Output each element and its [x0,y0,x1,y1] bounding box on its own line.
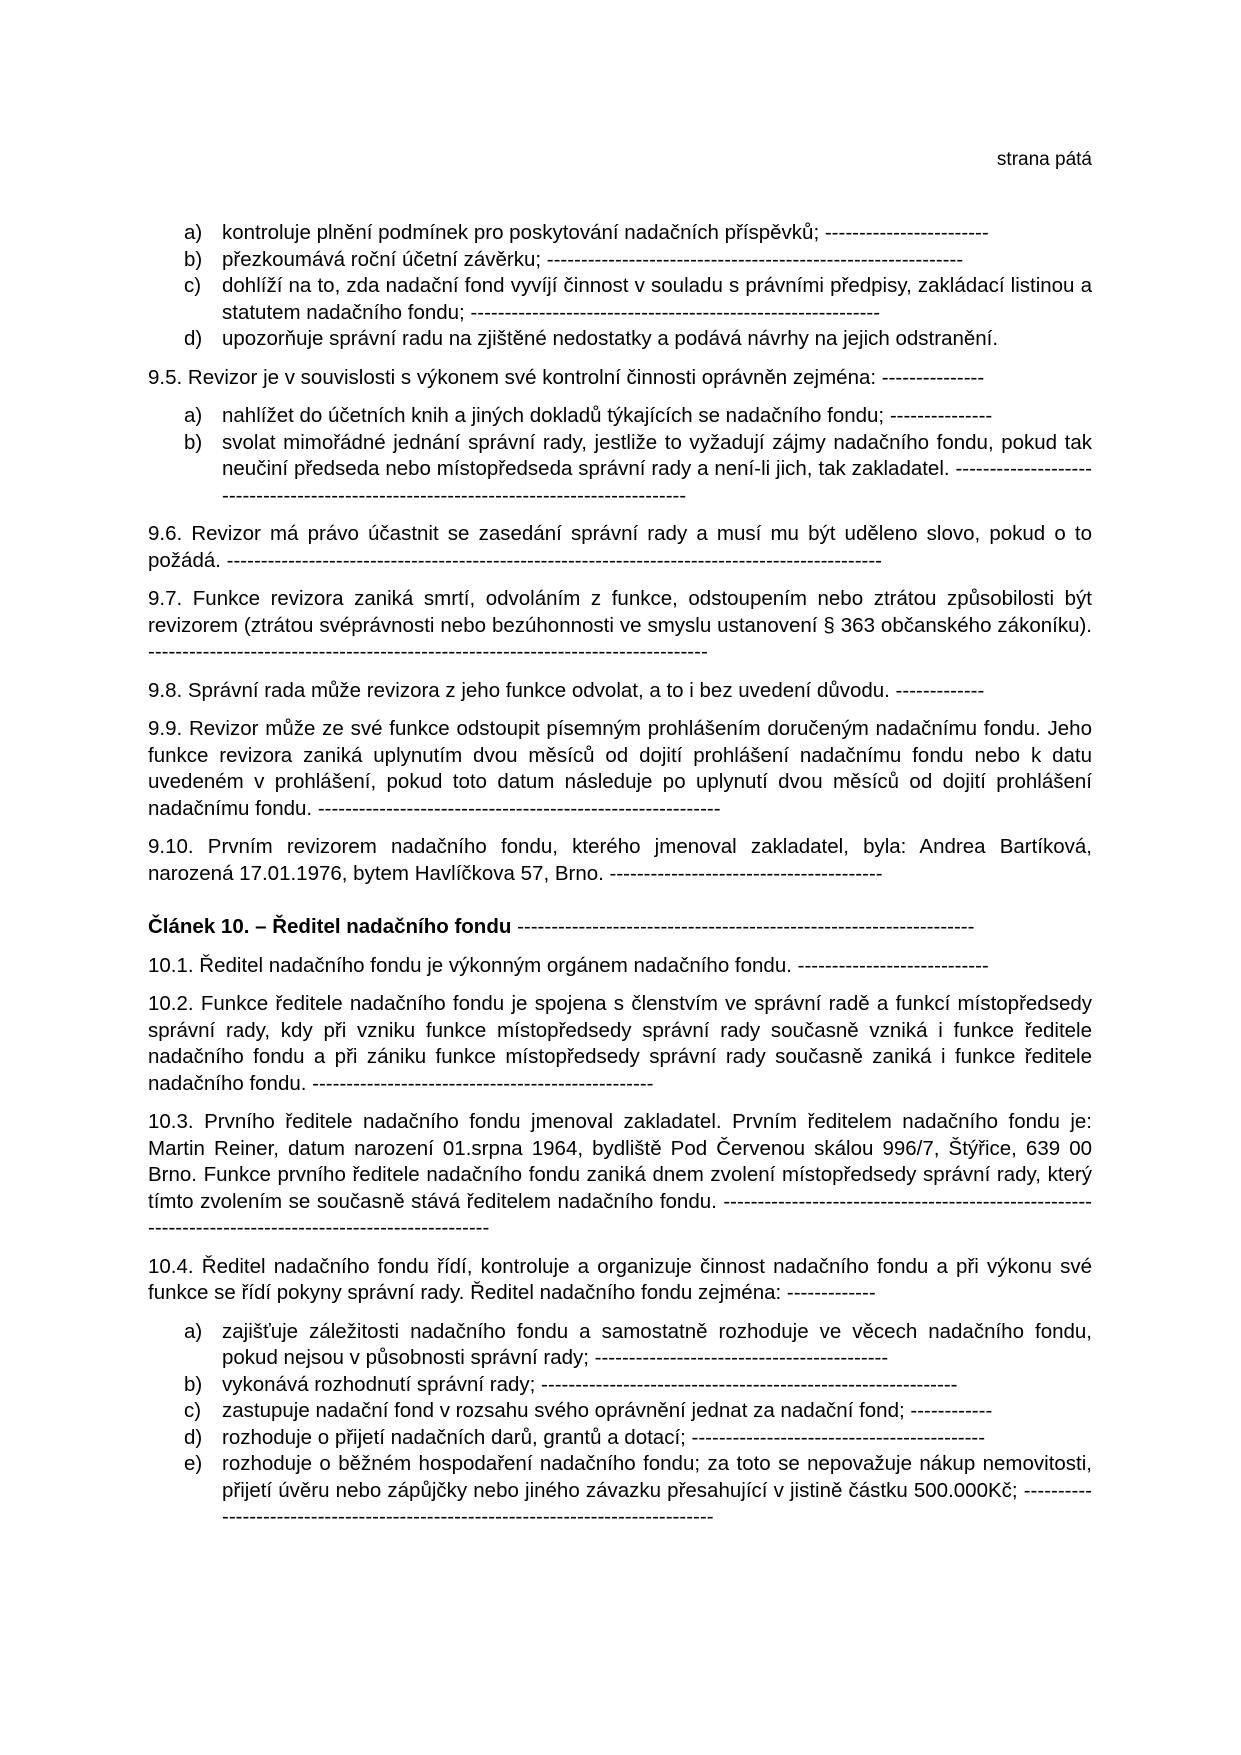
list-item [148,403,1092,430]
revisor-duties-list [148,220,1092,353]
revisor-rights-list [148,403,1092,509]
list-item [148,1451,1092,1531]
list-item-text: vykonává rozhodnutí správní rady; ------------------------------------------------------------- [222,1372,958,1396]
list-item [148,273,1092,326]
list-marker: b) [184,430,203,454]
list-marker: d) [184,1425,203,1449]
article-heading-dashes: ------------------------------------------------------------------- [517,915,975,938]
list-item [148,247,1092,274]
list-marker: c) [184,1399,202,1422]
list-item-text: kontroluje plnění podmínek pro poskytování nadačních příspěvků; ------------------------ [222,221,989,244]
list-item-text: rozhoduje o běžném hospodaření nadačního fondu; za toto se nepovažuje nákup nemovitosti, přijetí úvěru nebo zápůjčky nebo jiného závazku přesahující v jistině částku 500.000Kč; ---------------------------------------------------------------------------------- [222,1452,1092,1528]
paragraph-10-4: 10.4. Ředitel nadačního fondu řídí, kontroluje a organizuje činnost nadačního fondu a při výkonu své funkce se řídí pokyny správní rady. Ředitel nadačního fondu zejména: ------------- [148,1254,1092,1304]
list-item-text: přezkoumává roční účetní závěrku; ------------------------------------------------------------- [222,247,964,271]
paragraph-10-2: 10.2. Funkce ředitele nadačního fondu je spojena s členstvím ve správní radě a funkcí místopředsedy správní rady, kdy při vzniku funkce místopředsedy správní rady současně vzniká i funkce ředitele nadačního fondu a při zániku funkce místopředsedy správní rady současně zaniká i funkce ředitele nadačního fondu. -------------------------------------------------- [148,992,1092,1095]
list-marker: b) [184,1372,203,1396]
article-heading-text: Článek 10. – Ředitel nadačního fondu [148,915,512,938]
list-marker: a) [184,221,203,244]
list-item [148,1372,1092,1399]
list-marker: d) [184,327,203,350]
list-item-text: nahlížet do účetních knih a jiných dokladů týkajících se nadačního fondu; --------------- [222,404,993,427]
paragraph-9-6: 9.6. Revizor má právo účastnit se zasedání správní rady a musí mu být uděleno slovo, pokud o to požádá. ------------------------------------------------------------------------------------------------ [148,522,1092,572]
list-item [148,326,1092,353]
list-item [148,1319,1092,1372]
list-item-text: dohlíží na to, zda nadační fond vyvíjí činnost v souladu s právními předpisy, zakládací listinou a statutem nadačního fondu; ------------------------------------------------------------ [222,274,1092,324]
list-item [148,1425,1092,1452]
list-item-text: rozhoduje o přijetí nadačních darů, grantů a dotací; ------------------------------------------- [222,1425,986,1449]
list-marker: c) [184,274,202,297]
list-item-text: zastupuje nadační fond v rozsahu svého oprávnění jednat za nadační fond; ------------ [222,1399,993,1422]
list-marker: a) [184,1319,203,1343]
list-item-text: svolat mimořádné jednání správní rady, jestliže to vyžadují zájmy nadačního fondu, pokud tak neučiní předseda nebo místopředseda správní rady a není-li jich, tak zakladatel. ---------------------------------------------------------------------------------------- [222,430,1092,507]
paragraph-9-7: 9.7. Funkce revizora zaniká smrtí, odvoláním z funkce, odstoupením nebo ztrátou způsobilosti být revizorem (ztrátou svéprávnosti nebo bezúhonnosti ve smyslu ustanovení § 363 občanského zákoníku). ---------------------------------------------------------------------------------- [148,587,1092,663]
article-10-heading [148,914,1092,941]
paragraph-10-3: 10.3. Prvního ředitele nadačního fondu jmenoval zakladatel. Prvním ředitelem nadačního fondu je: Martin Reiner, datum narození 01.srpna 1964, bydliště Pod Červenou skálou 996/7, Štýřice, 639 00 Brno. Funkce prvního ředitele nadačního fondu zaniká dnem zvolení místopředsedy správní rady, který tímto zvolením se současně stává ředitelem nadačního fondu. -------------------------------------------------------------------------------------------------------- [148,1110,1092,1239]
list-marker: b) [184,247,203,271]
list-marker: a) [184,404,203,427]
paragraph-9-9: 9.9. Revizor může ze své funkce odstoupit písemným prohlášením doručeným nadačnímu fondu. Jeho funkce revizora zaniká uplynutím dvou měsíců od dojití prohlášení nadačnímu fondu nebo k datu uvedeném v prohlášení, pokud toto datum následuje po uplynutí dvou měsíců od dojití prohlášení nadačnímu fondu. ----------------------------------------------------------- [148,717,1092,820]
paragraph-9-8: 9.8. Správní rada může revizora z jeho funkce odvolat, a to i bez uvedení důvodu. ------------- [148,678,985,702]
paragraph-9-5: 9.5. Revizor je v souvislosti s výkonem své kontrolní činnosti oprávněn zejména: --------------- [148,365,985,389]
list-item-text: zajišťuje záležitosti nadačního fondu a samostatně rozhoduje ve věcech nadačního fondu, pokud nejsou v působnosti správní rady; ------------------------------------------- [222,1319,1092,1369]
list-item-text: upozorňuje správní radu na zjištěné nedostatky a podává návrhy na jejich odstranění. [222,327,999,350]
list-marker: e) [184,1452,203,1475]
list-item [148,220,1092,247]
list-item [148,430,1092,510]
paragraph-9-10: 9.10. Prvním revizorem nadačního fondu, kterého jmenoval zakladatel, byla: Andrea Bartíková, narozená 17.01.1976, bytem Havlíčkova 57, Brno. ---------------------------------------- [148,835,1092,885]
page-number-label: strana pátá [996,149,1092,170]
paragraph-10-1: 10.1. Ředitel nadačního fondu je výkonným orgánem nadačního fondu. ---------------------------- [148,953,989,977]
list-item [148,1398,1092,1425]
document-body [148,220,1092,1531]
director-duties-list [148,1319,1092,1531]
